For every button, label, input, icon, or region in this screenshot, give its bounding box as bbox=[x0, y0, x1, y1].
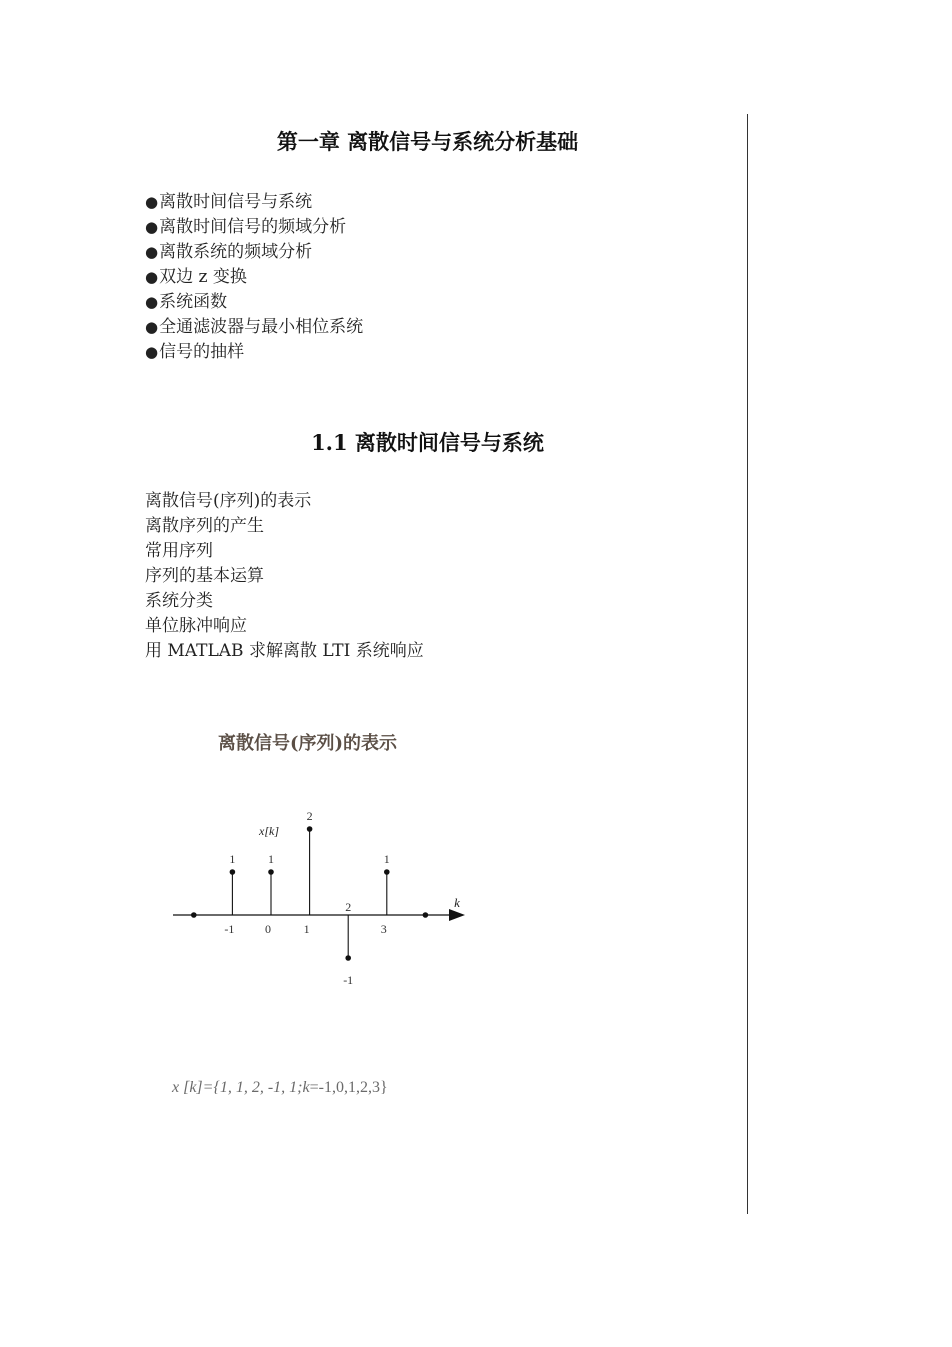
stem-point bbox=[423, 912, 429, 918]
x-tick-label: 3 bbox=[380, 922, 387, 936]
value-label: 1 bbox=[229, 852, 236, 866]
section-title: 1.1 离散时间信号与系统 bbox=[311, 430, 544, 455]
outline-item: ●信号的抽样 bbox=[145, 342, 245, 362]
topic-item: 离散序列的产生 bbox=[145, 516, 264, 536]
stem-point bbox=[191, 912, 197, 918]
chapter-title: 第一章 离散信号与系统分析基础 bbox=[276, 129, 579, 154]
x-axis-label: k bbox=[454, 895, 460, 910]
value-label: 2 bbox=[345, 900, 352, 914]
stem-point bbox=[268, 869, 274, 875]
sequence-definition bbox=[172, 1079, 388, 1097]
stem-plot bbox=[165, 800, 485, 1000]
k-axis-arrow-icon bbox=[449, 909, 465, 921]
value-label: 2 bbox=[306, 809, 313, 823]
y-axis-label: x[k] bbox=[259, 824, 279, 838]
topic-item: 系统分类 bbox=[145, 591, 213, 611]
chapter-outline bbox=[145, 190, 363, 365]
bullet-icon: ● bbox=[145, 218, 159, 236]
bullet-icon: ● bbox=[145, 243, 159, 261]
bullet-icon: ● bbox=[145, 343, 159, 361]
sequence-lhs: x [k]={1, 1, 2, -1, 1; bbox=[172, 1079, 303, 1096]
topic-item: 序列的基本运算 bbox=[145, 566, 264, 586]
outline-item: ●系统函数 bbox=[145, 292, 228, 312]
outline-item: ●离散系统的频域分析 bbox=[145, 242, 313, 262]
outline-item: ●离散时间信号与系统 bbox=[145, 192, 313, 212]
stem-point bbox=[230, 869, 236, 875]
value-label: 1 bbox=[383, 852, 390, 866]
topic-item: 常用序列 bbox=[145, 541, 213, 561]
stem-point bbox=[307, 826, 313, 832]
outline-item: ●全通滤波器与最小相位系统 bbox=[145, 317, 364, 337]
x-tick-label: 0 bbox=[265, 922, 271, 936]
stem-point bbox=[384, 869, 390, 875]
bullet-icon: ● bbox=[145, 318, 159, 336]
x-tick-label: 1 bbox=[303, 922, 310, 936]
page-margin-line bbox=[747, 114, 748, 1214]
x-tick-label: -1 bbox=[224, 922, 235, 936]
sequence-rhs: =-1,0,1,2,3} bbox=[309, 1079, 388, 1096]
outline-item: ●双边 z 变换 bbox=[145, 267, 247, 287]
section-topics bbox=[145, 489, 424, 664]
sequence-k-var: k bbox=[302, 1079, 310, 1096]
value-label: -1 bbox=[343, 973, 354, 987]
subsection-title: 离散信号(序列)的表示 bbox=[218, 733, 398, 754]
bullet-icon: ● bbox=[145, 268, 159, 286]
outline-item: ●离散时间信号的频域分析 bbox=[145, 217, 347, 237]
topic-item: 单位脉冲响应 bbox=[145, 616, 247, 636]
value-label: 1 bbox=[268, 852, 274, 866]
stem-point bbox=[345, 955, 351, 961]
topic-item: 用 MATLAB 求解离散 LTI 系统响应 bbox=[145, 641, 424, 661]
bullet-icon: ● bbox=[145, 193, 159, 211]
topic-item: 离散信号(序列)的表示 bbox=[145, 491, 312, 511]
bullet-icon: ● bbox=[145, 293, 159, 311]
